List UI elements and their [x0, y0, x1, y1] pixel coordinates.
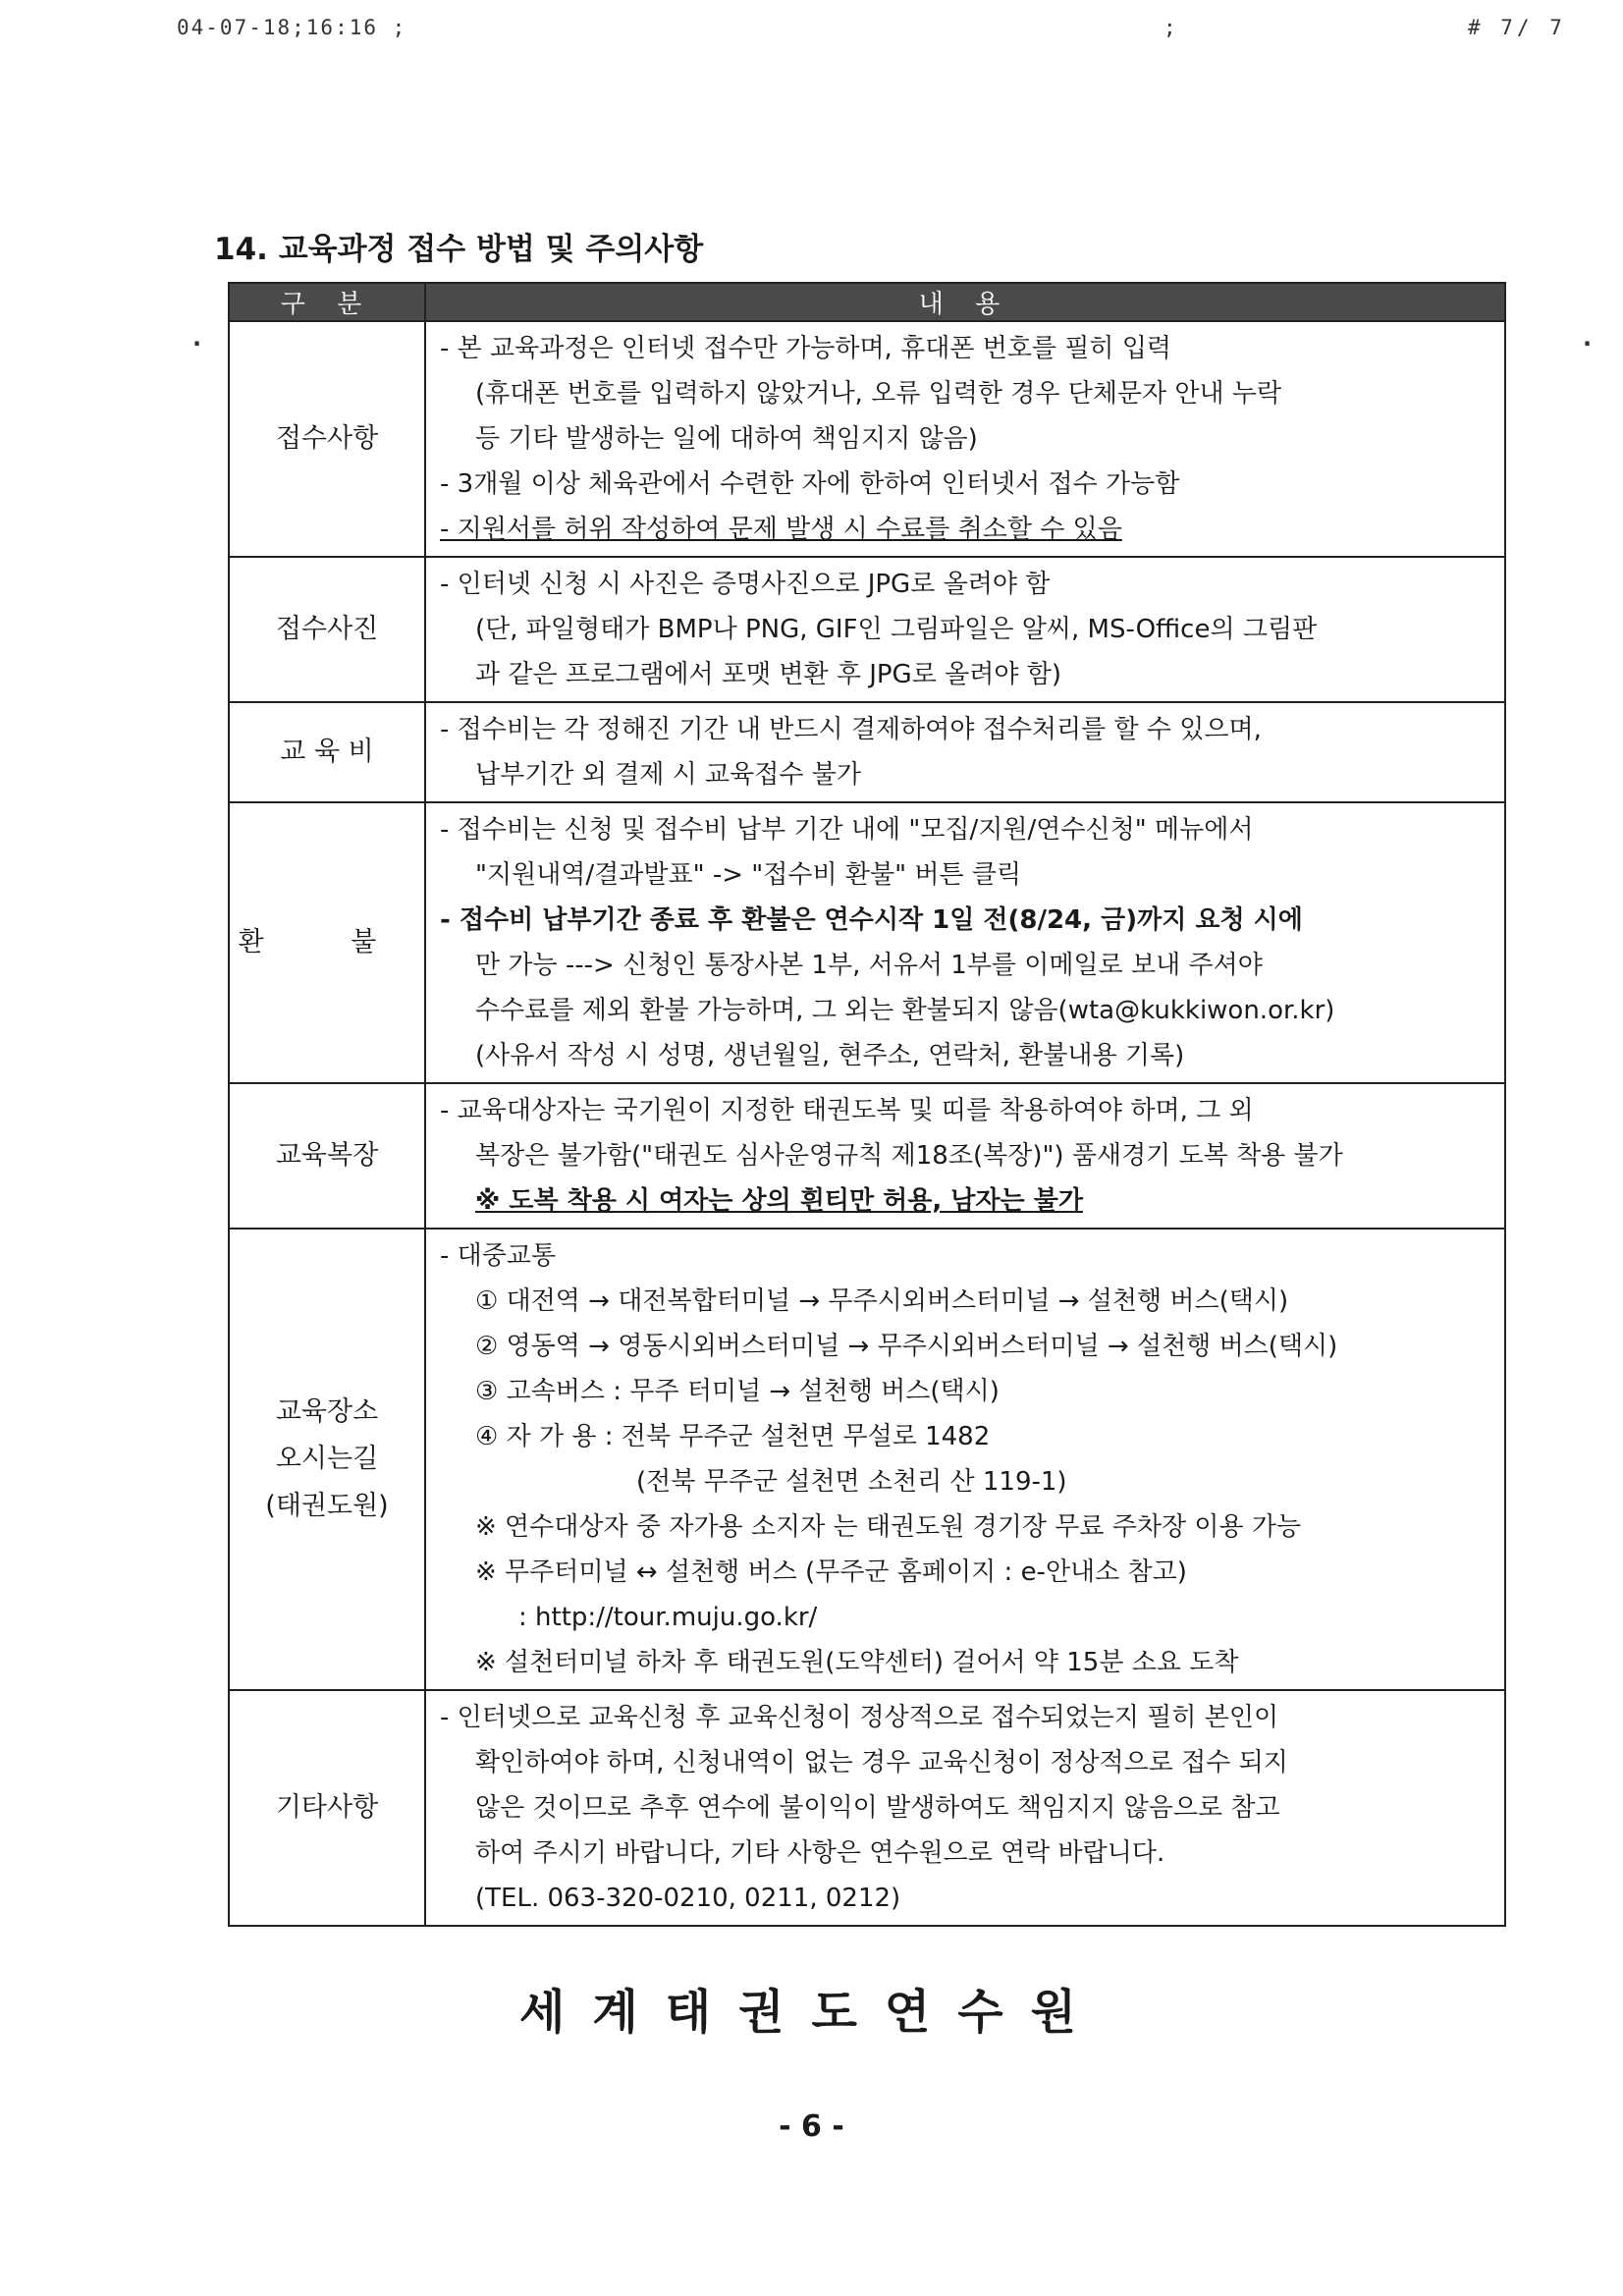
row-label: 기타사항 — [229, 1690, 425, 1926]
row-label: 교육장소 오시는길 (태권도원) — [229, 1229, 425, 1690]
row-label: 교육복장 — [229, 1083, 425, 1229]
table-row-uniform — [229, 1083, 1505, 1229]
fax-header — [0, 10, 1623, 49]
row-content: - 대중교통 ① 대전역 → 대전복합터미널 → 무주시외버스터미널 → 설천행 버스(택시) ② 영동역 → 영동시외버스터미널 → 무주시외버스터미널 → 설천행 버스(택시) ③ 고속버스 : 무주 터미널 → 설천행 버스(택시) ④ 자 가 용 : 전북 무주군 설천면 무설로 1482 (전북 무주군 설천면 소천리 산 119-1) ※ 연수대상자 중 자가용 소지자 는 태권도원 경기장 무료 주차장 이용 가능 ※ 무주터미널 ↔ 설천행 버스 (무주군 홈페이지 : e-안내소 참고) : http://tour.muju.go.kr/ ※ 설천터미널 하차 후 태권도원(도약센터) 걸어서 약 15분 소요 도착 — [425, 1229, 1505, 1690]
row-content: - 접수비는 각 정해진 기간 내 반드시 결제하여야 접수처리를 할 수 있으며, 납부기간 외 결제 시 교육접수 불가 — [425, 702, 1505, 802]
fax-header-page-count: # 7/ 7 — [1468, 16, 1566, 39]
row-label: 환 불 — [229, 802, 425, 1083]
table-row-refund — [229, 802, 1505, 1083]
table-header-row — [229, 283, 1505, 321]
row-label: 접수사항 — [229, 321, 425, 557]
table-row-directions — [229, 1229, 1505, 1690]
section-title: 14. 교육과정 접수 방법 및 주의사항 — [214, 232, 704, 267]
table-row-registration — [229, 321, 1505, 557]
row-label: 교 육 비 — [229, 702, 425, 802]
row-content: - 교육대상자는 국기원이 지정한 태권도복 및 띠를 착용하여야 하며, 그 외 복장은 불가함("태권도 심사운영규칙 제18조(복장)") 품새경기 도복 착용 불가 ※ 도복 착용 시 여자는 상의 흰티만 허용, 남자는 불가 — [425, 1083, 1505, 1229]
row-content: - 인터넷으로 교육신청 후 교육신청이 정상적으로 접수되었는지 필히 본인이 확인하여야 하며, 신청내역이 없는 경우 교육신청이 정상적으로 접수 되지 않은 것이므로 추후 연수에 불이익이 발생하여도 책임지지 않음으로 참고 하여 주시기 바랍니다, 기타 사항은 연수원으로 연락 바랍니다. (TEL. 063-320-0210, 0211, 0212) — [425, 1690, 1505, 1926]
row-label: 접수사진 — [229, 557, 425, 702]
fax-header-separator: ; — [1163, 16, 1176, 39]
organization-name: 세계태권도연수원 — [519, 1985, 1104, 2040]
row-content: - 인터넷 신청 시 사진은 증명사진으로 JPG로 올려야 함 (단, 파일형태가 BMP나 PNG, GIF인 그림파일은 알씨, MS-Office의 그림판 과 같은 프로그램에서 포맷 변환 후 JPG로 올려야 함) — [425, 557, 1505, 702]
page-number: - 6 - — [779, 2109, 844, 2144]
table-row-tuition — [229, 702, 1505, 802]
table-row-other — [229, 1690, 1505, 1926]
scan-dot-right: · — [1583, 330, 1593, 357]
header-category: 구 분 — [229, 283, 425, 321]
fax-header-timestamp: 04-07-18;16:16 ; — [177, 16, 407, 39]
row-content: - 접수비는 신청 및 접수비 납부 기간 내에 "모집/지원/연수신청" 메뉴에서 "지원내역/결과발표" -> "접수비 환불" 버튼 클릭 - 접수비 납부기간 종료 후 환불은 연수시작 1일 전(8/24, 금)까지 요청 시에 만 가능 ---> 신청인 통장사본 1부, 서유서 1부를 이메일로 보내 주셔야 수수료를 제외 환불 가능하며, 그 외는 환불되지 않음(wta@kukkiwon.or.kr) (사유서 작성 시 성명, 생년월일, 현주소, 연락처, 환불내용 기록) — [425, 802, 1505, 1083]
scan-dot-left: · — [192, 330, 202, 357]
header-content: 내 용 — [425, 283, 1505, 321]
table-row-photo — [229, 557, 1505, 702]
row-content: - 본 교육과정은 인터넷 접수만 가능하며, 휴대폰 번호를 필히 입력 (휴대폰 번호를 입력하지 않았거나, 오류 입력한 경우 단체문자 안내 누락 등 기타 발생하는 일에 대하여 책임지지 않음) - 3개월 이상 체육관에서 수련한 자에 한하여 인터넷서 접수 가능함 - 지원서를 허위 작성하여 문제 발생 시 수료를 취소할 수 있음 — [425, 321, 1505, 557]
enrollment-info-table-wrapper — [228, 282, 1506, 1927]
enrollment-info-table — [228, 282, 1506, 1927]
